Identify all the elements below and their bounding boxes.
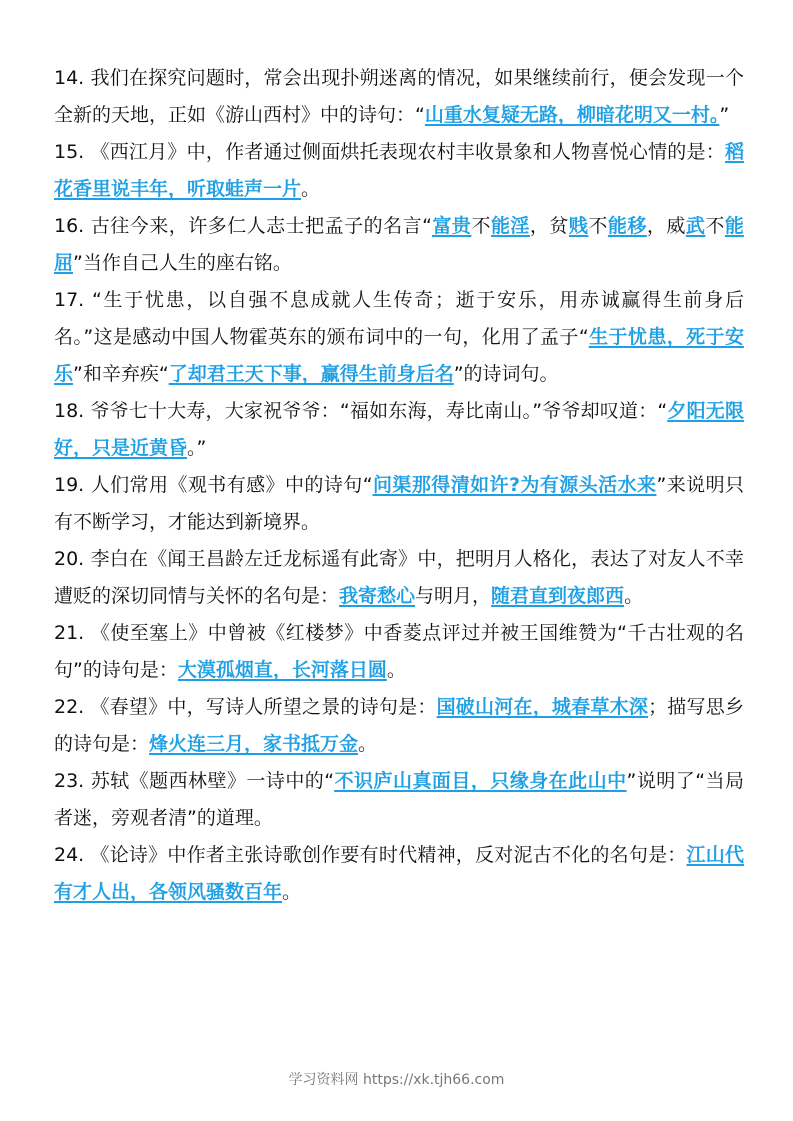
question-24: [54, 837, 744, 911]
question-text: 19. 人们常用《观书有感》中的诗句“: [54, 474, 373, 496]
answer-text: 能移: [607, 215, 647, 237]
question-text: ”当作自己人生的座右铭。: [73, 252, 292, 274]
answer-text: 我寄愁心: [339, 585, 416, 607]
question-text: ，威: [646, 215, 686, 237]
question-15: [54, 134, 744, 208]
question-text: 不: [705, 215, 725, 237]
question-text: 。: [624, 585, 644, 607]
question-text: ”: [719, 104, 730, 126]
question-23: [54, 763, 744, 837]
question-17: [54, 282, 744, 393]
question-text: 18. 爷爷七十大寿，大家祝爷爷：“福如东海，寿比南山。”爷爷却叹道：“: [54, 400, 668, 422]
question-text: 不: [588, 215, 608, 237]
question-text: 16. 古往今来，许多仁人志士把孟子的名言“: [54, 215, 432, 237]
answer-text: 不识庐山真面目，只缘身在此山中: [334, 770, 627, 792]
question-18: [54, 393, 744, 467]
question-text: ”来说明只有不断学习，才能达到新境界。: [54, 474, 744, 533]
answer-text: 问渠那得清如许?为有源头活水来: [372, 474, 657, 496]
question-text: 。: [301, 178, 321, 200]
question-text: ”和辛弃疾“: [73, 363, 169, 385]
answer-text: 富贵: [431, 215, 472, 237]
question-text: 。: [358, 733, 378, 755]
answer-text: 夕阳无限好，只是近黄昏: [54, 400, 744, 459]
question-list: [54, 60, 744, 911]
question-text: 21. 《使至塞上》中曾被《红楼梦》中香菱点评过并被王国维赞为“千古壮观的名句”的诗句是：: [54, 622, 744, 681]
question-text: 22. 《春望》中，写诗人所望之景的诗句是：: [54, 696, 437, 718]
answer-text: 能屈: [54, 215, 744, 274]
answer-text: 了却君王天下事，赢得生前身后名: [168, 363, 454, 385]
question-14: [54, 60, 744, 134]
question-text: 14. 我们在探究问题时，常会出现扑朔迷离的情况，如果继续前行，便会发现一个全新的天地，正如《游山西村》中的诗句：“: [54, 67, 744, 126]
question-text: ；描写思乡的诗句是：: [54, 696, 744, 755]
answer-text: 贱: [568, 215, 589, 237]
question-text: ”说明了“当局者迷，旁观者清”的道理。: [54, 770, 744, 829]
answer-text: 能淫: [490, 215, 530, 237]
answer-text: 大漠孤烟直，长河落日圆: [177, 659, 387, 681]
question-text: 与明月，: [415, 585, 492, 607]
question-text: 。: [282, 881, 302, 903]
answer-text: 山重水复疑无路，柳暗花明又一村。: [424, 104, 720, 126]
answer-text: 稻花香里说丰年，听取蛙声一片: [54, 141, 744, 200]
question-16: [54, 208, 744, 282]
question-text: 24. 《论诗》中作者主张诗歌创作要有时代精神，反对泥古不化的名句是：: [54, 844, 687, 866]
answer-text: 随君直到夜郎西: [491, 585, 625, 607]
question-text: 15. 《西江月》中，作者通过侧面烘托表现农村丰收景象和人物喜悦心情的是：: [54, 141, 725, 163]
question-20: [54, 541, 744, 615]
question-text: ，贫: [529, 215, 569, 237]
answer-text: 江山代有才人出，各领风骚数百年: [54, 844, 744, 903]
question-text: 20. 李白在《闻王昌龄左迁龙标遥有此寄》中，把明月人格化，表达了对友人不幸遭贬的深切同情与关怀的名句是：: [54, 548, 744, 607]
question-21: [54, 615, 744, 689]
answer-text: 国破山河在，城春草木深: [436, 696, 649, 718]
question-19: [54, 467, 744, 541]
answer-text: 武: [685, 215, 706, 237]
question-text: ”的诗词句。: [453, 363, 559, 385]
footer-watermark: 学习资料网 https://xk.tjh66.com: [288, 1072, 505, 1088]
question-text: 23. 苏轼《题西林壁》一诗中的“: [54, 770, 335, 792]
answer-text: 生于忧患，死于安乐: [54, 326, 744, 385]
question-text: 。”: [187, 437, 207, 459]
question-text: 17. “生于忧患，以自强不息成就人生传奇；逝于安乐，用赤诚赢得生前身后名。”这是感动中国人物霍英东的颁布词中的一句，化用了孟子“: [54, 289, 744, 348]
answer-text: 烽火连三月，家书抵万金: [149, 733, 359, 755]
question-text: 不: [471, 215, 491, 237]
question-22: [54, 689, 744, 763]
question-text: 。: [386, 659, 406, 681]
